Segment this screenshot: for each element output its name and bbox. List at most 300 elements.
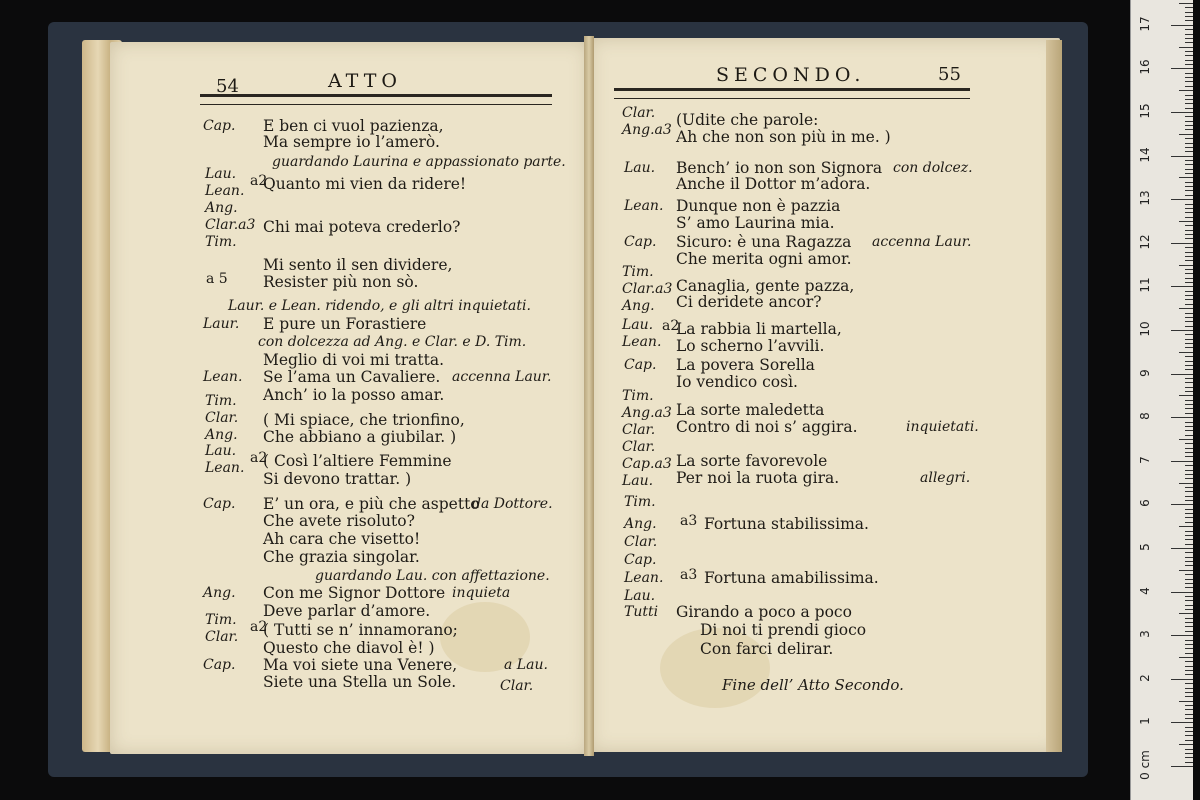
ruler-tick bbox=[1185, 561, 1193, 562]
speaker-label: Lau. bbox=[622, 473, 654, 489]
ruler-tick bbox=[1185, 413, 1193, 414]
verse-line: Con me Signor Dottore bbox=[263, 584, 446, 602]
ruler-tick bbox=[1185, 557, 1193, 558]
speaker-label: Ang. bbox=[622, 298, 655, 314]
ruler-tick bbox=[1185, 143, 1193, 144]
ruler-tick bbox=[1185, 252, 1193, 253]
ruler-tick bbox=[1185, 99, 1193, 100]
ruler-tick bbox=[1171, 25, 1193, 26]
ruler-tick bbox=[1171, 548, 1193, 549]
verse-line: Questo che diavol è! ) bbox=[263, 639, 435, 657]
verse-line: E ben ci vuol pazienza, bbox=[263, 117, 444, 135]
ruler-tick bbox=[1171, 330, 1193, 331]
speaker-label: Tim. bbox=[622, 264, 654, 280]
ruler-tick bbox=[1185, 644, 1193, 645]
ruler-tick bbox=[1171, 243, 1193, 244]
verse-line: Lo scherno l’avvili. bbox=[676, 337, 825, 355]
ruler-tick bbox=[1171, 766, 1193, 767]
speaker-label: Cap. bbox=[624, 552, 657, 568]
ruler-tick bbox=[1185, 422, 1193, 423]
verse-line: La sorte maledetta bbox=[676, 401, 825, 419]
ruler-tick bbox=[1185, 618, 1193, 619]
verse-line: La rabbia li martella, bbox=[676, 320, 842, 338]
ruler-tick bbox=[1185, 321, 1193, 322]
catchword: Clar. bbox=[500, 678, 534, 694]
ruler-tick bbox=[1185, 404, 1193, 405]
ruler-tick bbox=[1185, 151, 1193, 152]
ruler-tick bbox=[1185, 474, 1193, 475]
page-edges-right bbox=[1046, 40, 1062, 752]
ruler-label: 15 bbox=[1138, 103, 1152, 119]
ruler-tick bbox=[1185, 565, 1193, 566]
ruler-tick bbox=[1185, 522, 1193, 523]
ruler-tick bbox=[1185, 539, 1193, 540]
verse-line: Che avete risoluto? bbox=[263, 512, 415, 530]
ruler-tick bbox=[1185, 448, 1193, 449]
ruler-tick bbox=[1185, 653, 1193, 654]
verse-line: Siete una Stella un Sole. bbox=[263, 673, 457, 691]
ruler-label: 17 bbox=[1138, 16, 1152, 32]
ruler-tick bbox=[1185, 696, 1193, 697]
ruler-tick bbox=[1179, 570, 1193, 571]
ruler-tick bbox=[1185, 77, 1193, 78]
ruler-tick bbox=[1185, 295, 1193, 296]
verse-line: Che merita ogni amor. bbox=[676, 250, 852, 268]
ruler-tick bbox=[1185, 609, 1193, 610]
ruler-tick bbox=[1185, 400, 1193, 401]
ruler-tick bbox=[1185, 683, 1193, 684]
verse-line: Che abbiano a giubilar. ) bbox=[263, 428, 457, 446]
ruler-tick bbox=[1185, 487, 1193, 488]
ruler-tick bbox=[1185, 334, 1193, 335]
ruler-label: 14 bbox=[1138, 146, 1152, 163]
ruler-tick bbox=[1185, 714, 1193, 715]
ruler-tick bbox=[1185, 605, 1193, 606]
speaker-label: Tim. bbox=[205, 393, 237, 409]
verse-line: Contro di noi s’ aggira. bbox=[676, 418, 858, 436]
ruler-tick bbox=[1185, 670, 1193, 671]
ruler-tick bbox=[1185, 129, 1193, 130]
verse-line: Chi mai poteva crederlo? bbox=[263, 218, 461, 236]
verse-line: Ma voi siete una Venere, bbox=[263, 656, 458, 674]
speaker-label: Clar.a3 bbox=[622, 281, 673, 297]
ruler-tick bbox=[1185, 160, 1193, 161]
stage-direction: accenna Laur. bbox=[872, 234, 972, 250]
speaker-label: Cap. bbox=[203, 657, 236, 673]
verse-line: La povera Sorella bbox=[676, 356, 815, 374]
ruler-label: 2 bbox=[1138, 673, 1152, 682]
ruler-tick bbox=[1185, 762, 1193, 763]
verse-line: Quanto mi vien da ridere! bbox=[263, 175, 467, 193]
ruler-label: 3 bbox=[1138, 630, 1152, 639]
ruler-tick bbox=[1185, 343, 1193, 344]
speaker-label: Lean. bbox=[624, 570, 664, 586]
ruler-tick bbox=[1185, 688, 1193, 689]
ruler-tick bbox=[1185, 517, 1193, 518]
speaker-label: Ang. bbox=[624, 516, 657, 532]
ruler-label: 16 bbox=[1138, 59, 1152, 76]
ruler-tick bbox=[1185, 579, 1193, 580]
ruler-tick bbox=[1185, 378, 1193, 379]
ruler-tick bbox=[1185, 626, 1193, 627]
book-spine bbox=[584, 36, 594, 756]
ruler-tick bbox=[1185, 574, 1193, 575]
verse-line: ( Tutti se n’ innamorano; bbox=[263, 621, 458, 639]
verse-line: Fortuna amabilissima. bbox=[704, 569, 879, 587]
ruler-tick bbox=[1179, 3, 1193, 4]
ruler-tick bbox=[1185, 20, 1193, 21]
speaker-label: Ang. bbox=[205, 200, 238, 216]
verse-line: Si devono trattar. ) bbox=[263, 470, 412, 488]
verse-line: ( Mi spiace, che trionfino, bbox=[263, 411, 465, 429]
speaker-label: Clar. bbox=[624, 534, 658, 550]
ruler-tick bbox=[1185, 291, 1193, 292]
verse-line: Con farci delirar. bbox=[700, 640, 834, 658]
speaker-label: Lean. bbox=[203, 369, 243, 385]
ruler-tick bbox=[1185, 247, 1193, 248]
ruler-tick bbox=[1185, 125, 1193, 126]
ruler-tick bbox=[1185, 535, 1193, 536]
stage-direction: guardando Lau. con affettazione. bbox=[315, 568, 550, 584]
speaker-label: Tim. bbox=[205, 612, 237, 628]
ruler-tick bbox=[1185, 317, 1193, 318]
ruler-tick bbox=[1185, 757, 1193, 758]
ruler-tick bbox=[1171, 374, 1193, 375]
ruler-tick bbox=[1179, 439, 1193, 440]
ruler-tick bbox=[1179, 177, 1193, 178]
ruler-tick bbox=[1185, 260, 1193, 261]
ruler-tick bbox=[1185, 382, 1193, 383]
ruler-tick bbox=[1185, 304, 1193, 305]
verse-line: Canaglia, gente pazza, bbox=[676, 277, 855, 295]
ruler-tick bbox=[1185, 64, 1193, 65]
ruler-tick bbox=[1171, 417, 1193, 418]
ruler-tick bbox=[1171, 679, 1193, 680]
speaker-label: Laur. bbox=[203, 316, 240, 332]
speaker-label: Clar. bbox=[622, 422, 656, 438]
page-number-left: 54 bbox=[216, 76, 239, 97]
ruler-tick bbox=[1185, 443, 1193, 444]
stage-direction: con dolcez. bbox=[893, 160, 973, 176]
speaker-label: Cap. bbox=[203, 118, 236, 134]
ruler-tick bbox=[1185, 709, 1193, 710]
ensemble-mark: a2 bbox=[250, 450, 268, 466]
ruler-tick bbox=[1171, 461, 1193, 462]
verse-line: Ah che non son più in me. ) bbox=[676, 128, 891, 146]
verse-line: Dunque non è pazzia bbox=[676, 197, 841, 215]
speaker-label: Lau. bbox=[622, 317, 654, 333]
verse-line: S’ amo Laurina mia. bbox=[676, 214, 835, 232]
verse-line: Meglio di voi mi tratta. bbox=[263, 351, 445, 369]
ensemble-mark: a3 bbox=[680, 513, 698, 529]
speaker-label: Cap. bbox=[203, 496, 236, 512]
ruler-label: 1 bbox=[1138, 717, 1152, 726]
ruler-tick bbox=[1185, 408, 1193, 409]
ruler-tick bbox=[1179, 744, 1193, 745]
ruler-tick bbox=[1185, 38, 1193, 39]
ruler-tick bbox=[1185, 269, 1193, 270]
ruler-tick bbox=[1179, 701, 1193, 702]
ruler-tick bbox=[1185, 108, 1193, 109]
ruler-label: 11 bbox=[1138, 277, 1152, 294]
speaker-label: Lau. bbox=[624, 588, 656, 604]
ruler-label: 10 bbox=[1138, 321, 1152, 337]
ruler-tick bbox=[1171, 68, 1193, 69]
ruler-tick bbox=[1185, 727, 1193, 728]
ruler-tick bbox=[1185, 369, 1193, 370]
ruler-tick bbox=[1179, 395, 1193, 396]
speaker-label: Lau. bbox=[205, 443, 237, 459]
speaker-label: Ang. bbox=[205, 427, 238, 443]
ruler-tick bbox=[1185, 182, 1193, 183]
verse-line: E pure un Forastiere bbox=[263, 315, 427, 333]
ruler-tick bbox=[1171, 199, 1193, 200]
ruler-tick bbox=[1185, 273, 1193, 274]
speaker-label: Tim. bbox=[622, 388, 654, 404]
ensemble-mark: a3 bbox=[680, 567, 698, 583]
ruler-tick bbox=[1185, 587, 1193, 588]
ruler-tick bbox=[1185, 55, 1193, 56]
ruler-tick bbox=[1171, 286, 1193, 287]
ruler-tick bbox=[1185, 217, 1193, 218]
ruler-label: 12 bbox=[1138, 234, 1152, 250]
ruler-tick bbox=[1185, 81, 1193, 82]
ruler-label: 0 cm bbox=[1138, 750, 1152, 780]
measuring-ruler bbox=[1130, 0, 1193, 800]
header-rule bbox=[614, 88, 970, 99]
ruler-tick bbox=[1179, 90, 1193, 91]
ruler-tick bbox=[1185, 173, 1193, 174]
ruler-tick bbox=[1185, 544, 1193, 545]
speaker-label: Lau. bbox=[205, 166, 237, 182]
ruler-tick bbox=[1185, 138, 1193, 139]
ruler-tick bbox=[1179, 526, 1193, 527]
stage-direction: accenna Laur. bbox=[452, 369, 552, 385]
verse-line: Mi sento il sen dividere, bbox=[263, 256, 453, 274]
ruler-tick bbox=[1171, 504, 1193, 505]
ruler-label: 5 bbox=[1138, 543, 1152, 551]
ruler-tick bbox=[1185, 661, 1193, 662]
ruler-tick bbox=[1185, 238, 1193, 239]
ruler-tick bbox=[1185, 387, 1193, 388]
ruler-tick bbox=[1185, 705, 1193, 706]
verse-line: Ci deridete ancor? bbox=[676, 293, 822, 311]
ruler-tick bbox=[1185, 339, 1193, 340]
ruler-tick bbox=[1171, 592, 1193, 593]
verse-line: Che grazia singolar. bbox=[263, 548, 420, 566]
closing-line: Fine dell’ Atto Secondo. bbox=[722, 676, 904, 694]
ruler-tick bbox=[1185, 666, 1193, 667]
ruler-tick bbox=[1185, 735, 1193, 736]
ruler-tick bbox=[1185, 692, 1193, 693]
ruler-tick bbox=[1185, 631, 1193, 632]
verse-line: E’ un ora, e più che aspetto bbox=[263, 495, 480, 513]
ruler-tick bbox=[1185, 326, 1193, 327]
ruler-tick bbox=[1185, 596, 1193, 597]
verse-line: Girando a poco a poco bbox=[676, 603, 852, 621]
ruler-label: 4 bbox=[1138, 586, 1152, 595]
ruler-tick bbox=[1185, 169, 1193, 170]
stage-direction: inquieta bbox=[452, 585, 511, 601]
ruler-tick bbox=[1171, 635, 1193, 636]
speaker-label: Tim. bbox=[205, 234, 237, 250]
ruler-tick bbox=[1185, 731, 1193, 732]
verse-line: Sicuro: è una Ragazza bbox=[676, 233, 852, 251]
verse-line: Anch’ io la posso amar. bbox=[263, 386, 445, 404]
ruler-tick bbox=[1185, 361, 1193, 362]
ruler-label: 6 bbox=[1138, 499, 1152, 508]
ruler-tick bbox=[1171, 722, 1193, 723]
speaker-label: Clar. bbox=[622, 105, 656, 121]
ruler-tick bbox=[1171, 112, 1193, 113]
ruler-tick bbox=[1185, 208, 1193, 209]
verse-line: Per noi la ruota gira. bbox=[676, 469, 840, 487]
ruler-tick bbox=[1185, 278, 1193, 279]
ruler-tick bbox=[1185, 51, 1193, 52]
ruler-label: 13 bbox=[1138, 190, 1152, 206]
ruler-tick bbox=[1185, 230, 1193, 231]
ruler-label: 9 bbox=[1138, 368, 1152, 377]
speaker-label: Cap. bbox=[624, 234, 657, 250]
verse-line: Anche il Dottor m’adora. bbox=[676, 175, 871, 193]
verse-line: La sorte favorevole bbox=[676, 452, 828, 470]
verse-line: Io vendico così. bbox=[676, 373, 798, 391]
stage-direction: Laur. e Lean. ridendo, e gli altri inquietati. bbox=[228, 298, 531, 314]
ruler-tick bbox=[1171, 156, 1193, 157]
verse-line: (Udite che parole: bbox=[676, 111, 819, 129]
ruler-tick bbox=[1185, 195, 1193, 196]
page-number-right: 55 bbox=[938, 64, 961, 85]
ruler-tick bbox=[1185, 347, 1193, 348]
ruler-tick bbox=[1185, 430, 1193, 431]
ruler-tick bbox=[1185, 313, 1193, 314]
ruler-tick bbox=[1185, 465, 1193, 466]
ensemble-mark: a2 bbox=[662, 318, 680, 334]
ruler-tick bbox=[1185, 234, 1193, 235]
speaker-label: Tutti bbox=[624, 604, 659, 620]
header-rule bbox=[200, 94, 552, 105]
speaker-label: Lau. bbox=[624, 160, 656, 176]
ruler-label: 8 bbox=[1138, 412, 1152, 421]
ruler-tick bbox=[1185, 456, 1193, 457]
ruler-tick bbox=[1185, 73, 1193, 74]
speaker-label: Clar. bbox=[205, 629, 239, 645]
ruler-tick bbox=[1185, 740, 1193, 741]
stage-direction: da Dottore. bbox=[472, 496, 553, 512]
verse-line: Fortuna stabilissima. bbox=[704, 515, 869, 533]
speaker-label: Lean. bbox=[624, 198, 664, 214]
speaker-label: Tim. bbox=[624, 494, 656, 510]
ruler-tick bbox=[1185, 103, 1193, 104]
speaker-label: Ang.a3 bbox=[622, 405, 672, 421]
ruler-tick bbox=[1185, 95, 1193, 96]
ruler-tick bbox=[1179, 47, 1193, 48]
ruler-tick bbox=[1185, 509, 1193, 510]
ensemble-mark: a 5 bbox=[206, 271, 228, 287]
verse-line: Se l’ama un Cavaliere. bbox=[263, 368, 441, 386]
ruler-tick bbox=[1185, 513, 1193, 514]
speaker-label: Clar. bbox=[622, 439, 656, 455]
verse-line: Di noi ti prendi gioco bbox=[700, 621, 867, 639]
ruler-tick bbox=[1185, 478, 1193, 479]
ruler-tick bbox=[1185, 491, 1193, 492]
speaker-label: Cap. bbox=[624, 357, 657, 373]
ruler-tick bbox=[1185, 34, 1193, 35]
ruler-tick bbox=[1185, 365, 1193, 366]
ruler-tick bbox=[1179, 221, 1193, 222]
ruler-tick bbox=[1179, 352, 1193, 353]
ruler-tick bbox=[1185, 225, 1193, 226]
ruler-tick bbox=[1185, 391, 1193, 392]
ruler-tick bbox=[1185, 60, 1193, 61]
ruler-tick bbox=[1185, 426, 1193, 427]
ruler-tick bbox=[1185, 435, 1193, 436]
ruler-tick bbox=[1185, 552, 1193, 553]
ruler-tick bbox=[1185, 121, 1193, 122]
stage-direction: a Lau. bbox=[504, 657, 548, 673]
ruler-tick bbox=[1179, 134, 1193, 135]
ruler-tick bbox=[1185, 470, 1193, 471]
speaker-label: Ang.a3 bbox=[622, 122, 672, 138]
ruler-tick bbox=[1185, 583, 1193, 584]
ruler-tick bbox=[1185, 356, 1193, 357]
speaker-label: Clar.a3 bbox=[205, 217, 256, 233]
ruler-tick bbox=[1185, 282, 1193, 283]
ruler-tick bbox=[1185, 753, 1193, 754]
ruler-tick bbox=[1179, 308, 1193, 309]
ruler-tick bbox=[1185, 622, 1193, 623]
ruler-tick bbox=[1185, 29, 1193, 30]
ruler-tick bbox=[1185, 500, 1193, 501]
ruler-tick bbox=[1179, 657, 1193, 658]
ruler-tick bbox=[1185, 299, 1193, 300]
verse-line: Ah cara che visetto! bbox=[263, 530, 421, 548]
stage-direction: inquietati. bbox=[906, 419, 979, 435]
speaker-label: Ang. bbox=[203, 585, 236, 601]
ensemble-mark: a2 bbox=[250, 173, 268, 189]
ruler-tick bbox=[1179, 265, 1193, 266]
ruler-tick bbox=[1185, 186, 1193, 187]
verse-line: Bench’ io non son Signora bbox=[676, 159, 883, 177]
stage-direction: con dolcezza ad Ang. e Clar. e D. Tim. bbox=[258, 334, 527, 350]
ruler-tick bbox=[1185, 600, 1193, 601]
running-header-left: ATTO bbox=[328, 70, 402, 92]
ruler-tick bbox=[1185, 531, 1193, 532]
ruler-tick bbox=[1185, 640, 1193, 641]
verse-line: Deve parlar d’amore. bbox=[263, 602, 431, 620]
ruler-tick bbox=[1185, 749, 1193, 750]
ruler-tick bbox=[1179, 613, 1193, 614]
ruler-tick bbox=[1185, 718, 1193, 719]
speaker-label: Clar. bbox=[205, 410, 239, 426]
verse-line: Resister più non sò. bbox=[263, 273, 419, 291]
speaker-label: Lean. bbox=[205, 460, 245, 476]
ruler-tick bbox=[1185, 42, 1193, 43]
stage-direction: guardando Laurina e appassionato parte. bbox=[272, 154, 566, 170]
ruler-tick bbox=[1185, 648, 1193, 649]
ruler-tick bbox=[1185, 12, 1193, 13]
ruler-tick bbox=[1185, 496, 1193, 497]
speaker-label: Lean. bbox=[205, 183, 245, 199]
ruler-tick bbox=[1185, 147, 1193, 148]
speaker-label: Cap.a3 bbox=[622, 456, 672, 472]
running-header-right: SECONDO. bbox=[716, 64, 866, 86]
ruler-tick bbox=[1179, 483, 1193, 484]
ruler-tick bbox=[1185, 256, 1193, 257]
ruler-tick bbox=[1185, 190, 1193, 191]
verse-line: Ma sempre io l’amerò. bbox=[263, 133, 440, 151]
ruler-tick bbox=[1185, 116, 1193, 117]
